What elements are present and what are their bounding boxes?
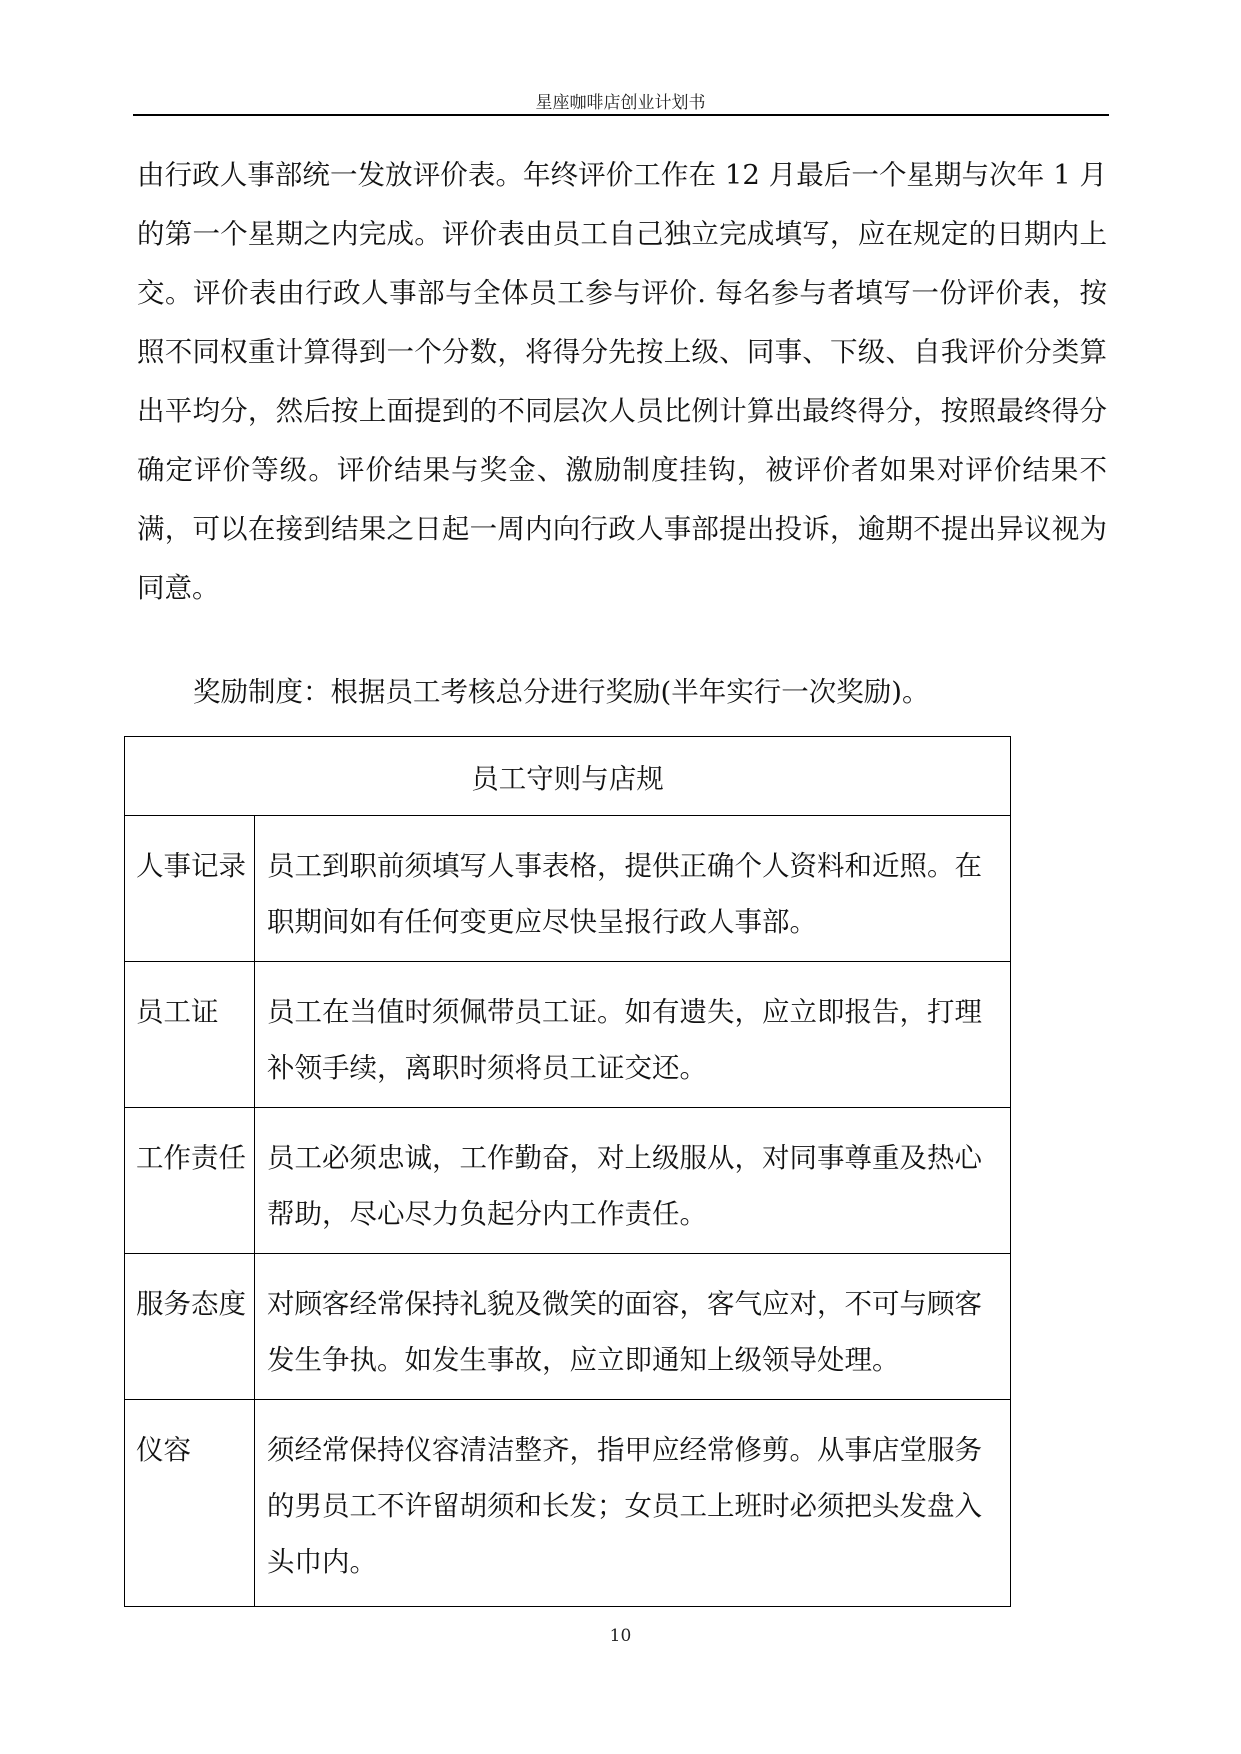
- table-row: [125, 962, 1011, 1108]
- row-content-service-attitude: 对顾客经常保持礼貌及微笑的面容，客气应对，不可与顾客发生争执。如发生事故，应立即通知上级领导处理。: [255, 1254, 1011, 1400]
- table-title-row: [125, 737, 1011, 816]
- row-label-personnel-records: 人事记录: [125, 816, 255, 962]
- row-content-personnel-records: 员工到职前须填写人事表格，提供正确个人资料和近照。在职期间如有任何变更应尽快呈报行政人事部。: [255, 816, 1011, 962]
- employee-rules-table: [124, 736, 1011, 1607]
- row-label-appearance: 仪容: [125, 1400, 255, 1607]
- row-label-work-responsibility: 工作责任: [125, 1108, 255, 1254]
- page-header-title: 星座咖啡店创业计划书: [535, 93, 706, 113]
- table-title: 员工守则与店规: [125, 737, 1011, 816]
- table-row: [125, 1400, 1011, 1607]
- row-label-employee-badge: 员工证: [125, 962, 255, 1108]
- table-row: [125, 816, 1011, 962]
- row-content-appearance: 须经常保持仪容清洁整齐，指甲应经常修剪。从事店堂服务的男员工不许留胡须和长发；女员工上班时必须把头发盘入头巾内。: [255, 1400, 1011, 1607]
- page-number: 10: [609, 1626, 632, 1646]
- row-label-service-attitude: 服务态度: [125, 1254, 255, 1400]
- evaluation-paragraph: 由行政人事部统一发放评价表。年终评价工作在 12 月最后一个星期与次年 1 月的第一个星期之内完成。评价表由员工自己独立完成填写，应在规定的日期内上交。评价表由行政人事部与全体员工参与评价. 每名参与者填写一份评价表，按照不同权重计算得到一个分数，将得分先按上级、同事、下级、自我评价分类算出平均分，然后按上面提到的不同层次人员比例计算出最终得分，按照最终得分确定评价等级。评价结果与奖金、激励制度挂钩，被评价者如果对评价结果不满，可以在接到结果之日起一周内向行政人事部提出投诉，逾期不提出异议视为同意。: [137, 159, 1107, 604]
- header-divider: [133, 114, 1109, 116]
- reward-system-line: 奖励制度：根据员工考核总分进行奖励(半年实行一次奖励)。: [193, 676, 930, 708]
- table-row: [125, 1254, 1011, 1400]
- row-content-employee-badge: 员工在当值时须佩带员工证。如有遗失，应立即报告，打理补领手续，离职时须将员工证交还。: [255, 962, 1011, 1108]
- table-row: [125, 1108, 1011, 1254]
- row-content-work-responsibility: 员工必须忠诚，工作勤奋，对上级服从，对同事尊重及热心帮助，尽心尽力负起分内工作责任。: [255, 1108, 1011, 1254]
